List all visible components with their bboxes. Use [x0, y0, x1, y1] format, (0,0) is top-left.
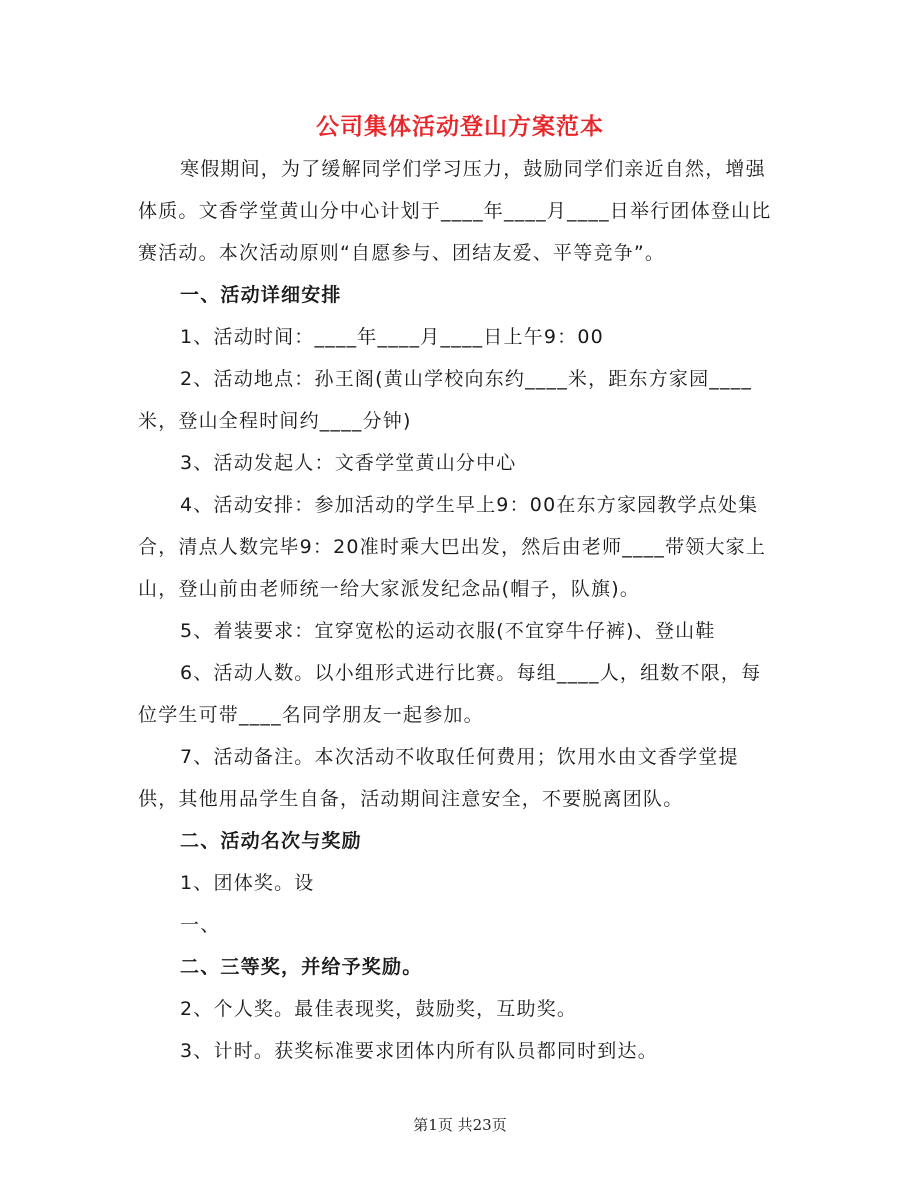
paragraph-team-award: 1、团体奖。设 [180, 872, 315, 894]
document-body [138, 148, 774, 1072]
paragraph-participants: 6、活动人数。以小组形式进行比赛。每组____人，组数不限，每位学生可带____名同学朋友一起参加。 [138, 662, 762, 726]
document-title: 公司集体活动登山方案范本 [316, 114, 604, 140]
paragraph-first: 一、 [180, 914, 221, 936]
paragraph-individual-award: 2、个人奖。最佳表现奖，鼓励奖，互助奖。 [180, 998, 578, 1020]
page-footer: 第1页 共23页 [413, 1116, 507, 1134]
section-heading-1: 一、活动详细安排 [180, 284, 342, 306]
paragraph-activity-location: 2、活动地点：孙王阁(黄山学校向东约____米，距东方家园____米，登山全程时间约____分钟) [138, 368, 753, 432]
paragraph-activity-time: 1、活动时间：____年____月____日上午9：00 [180, 326, 604, 348]
paragraph-activity-organizer: 3、活动发起人：文香学堂黄山分中心 [180, 452, 517, 474]
paragraph-activity-schedule: 4、活动安排：参加活动的学生早上9：00在东方家园教学点处集合，清点人数完毕9：20准时乘大巴出发，然后由老师____带领大家上山，登山前由老师统一给大家派发纪念品(帽子，队旗)。 [138, 494, 767, 600]
paragraph-notes: 7、活动备注。本次活动不收取任何费用；饮用水由文香学堂提供，其他用品学生自备，活动期间注意安全，不要脱离团队。 [138, 746, 739, 810]
paragraph-timing: 3、计时。获奖标准要求团体内所有队员都同时到达。 [180, 1040, 658, 1062]
intro-paragraph: 寒假期间，为了缓解同学们学习压力，鼓励同学们亲近自然，增强体质。文香学堂黄山分中心计划于____年____月____日举行团体登山比赛活动。本次活动原则“自愿参与、团结友爱、平等竞争”。 [138, 158, 772, 264]
section-heading-2: 二、活动名次与奖励 [180, 830, 362, 852]
paragraph-second-third: 二、三等奖，并给予奖励。 [180, 956, 423, 978]
paragraph-dress-code: 5、着装要求：宜穿宽松的运动衣服(不宜穿牛仔裤)、登山鞋 [180, 620, 716, 642]
